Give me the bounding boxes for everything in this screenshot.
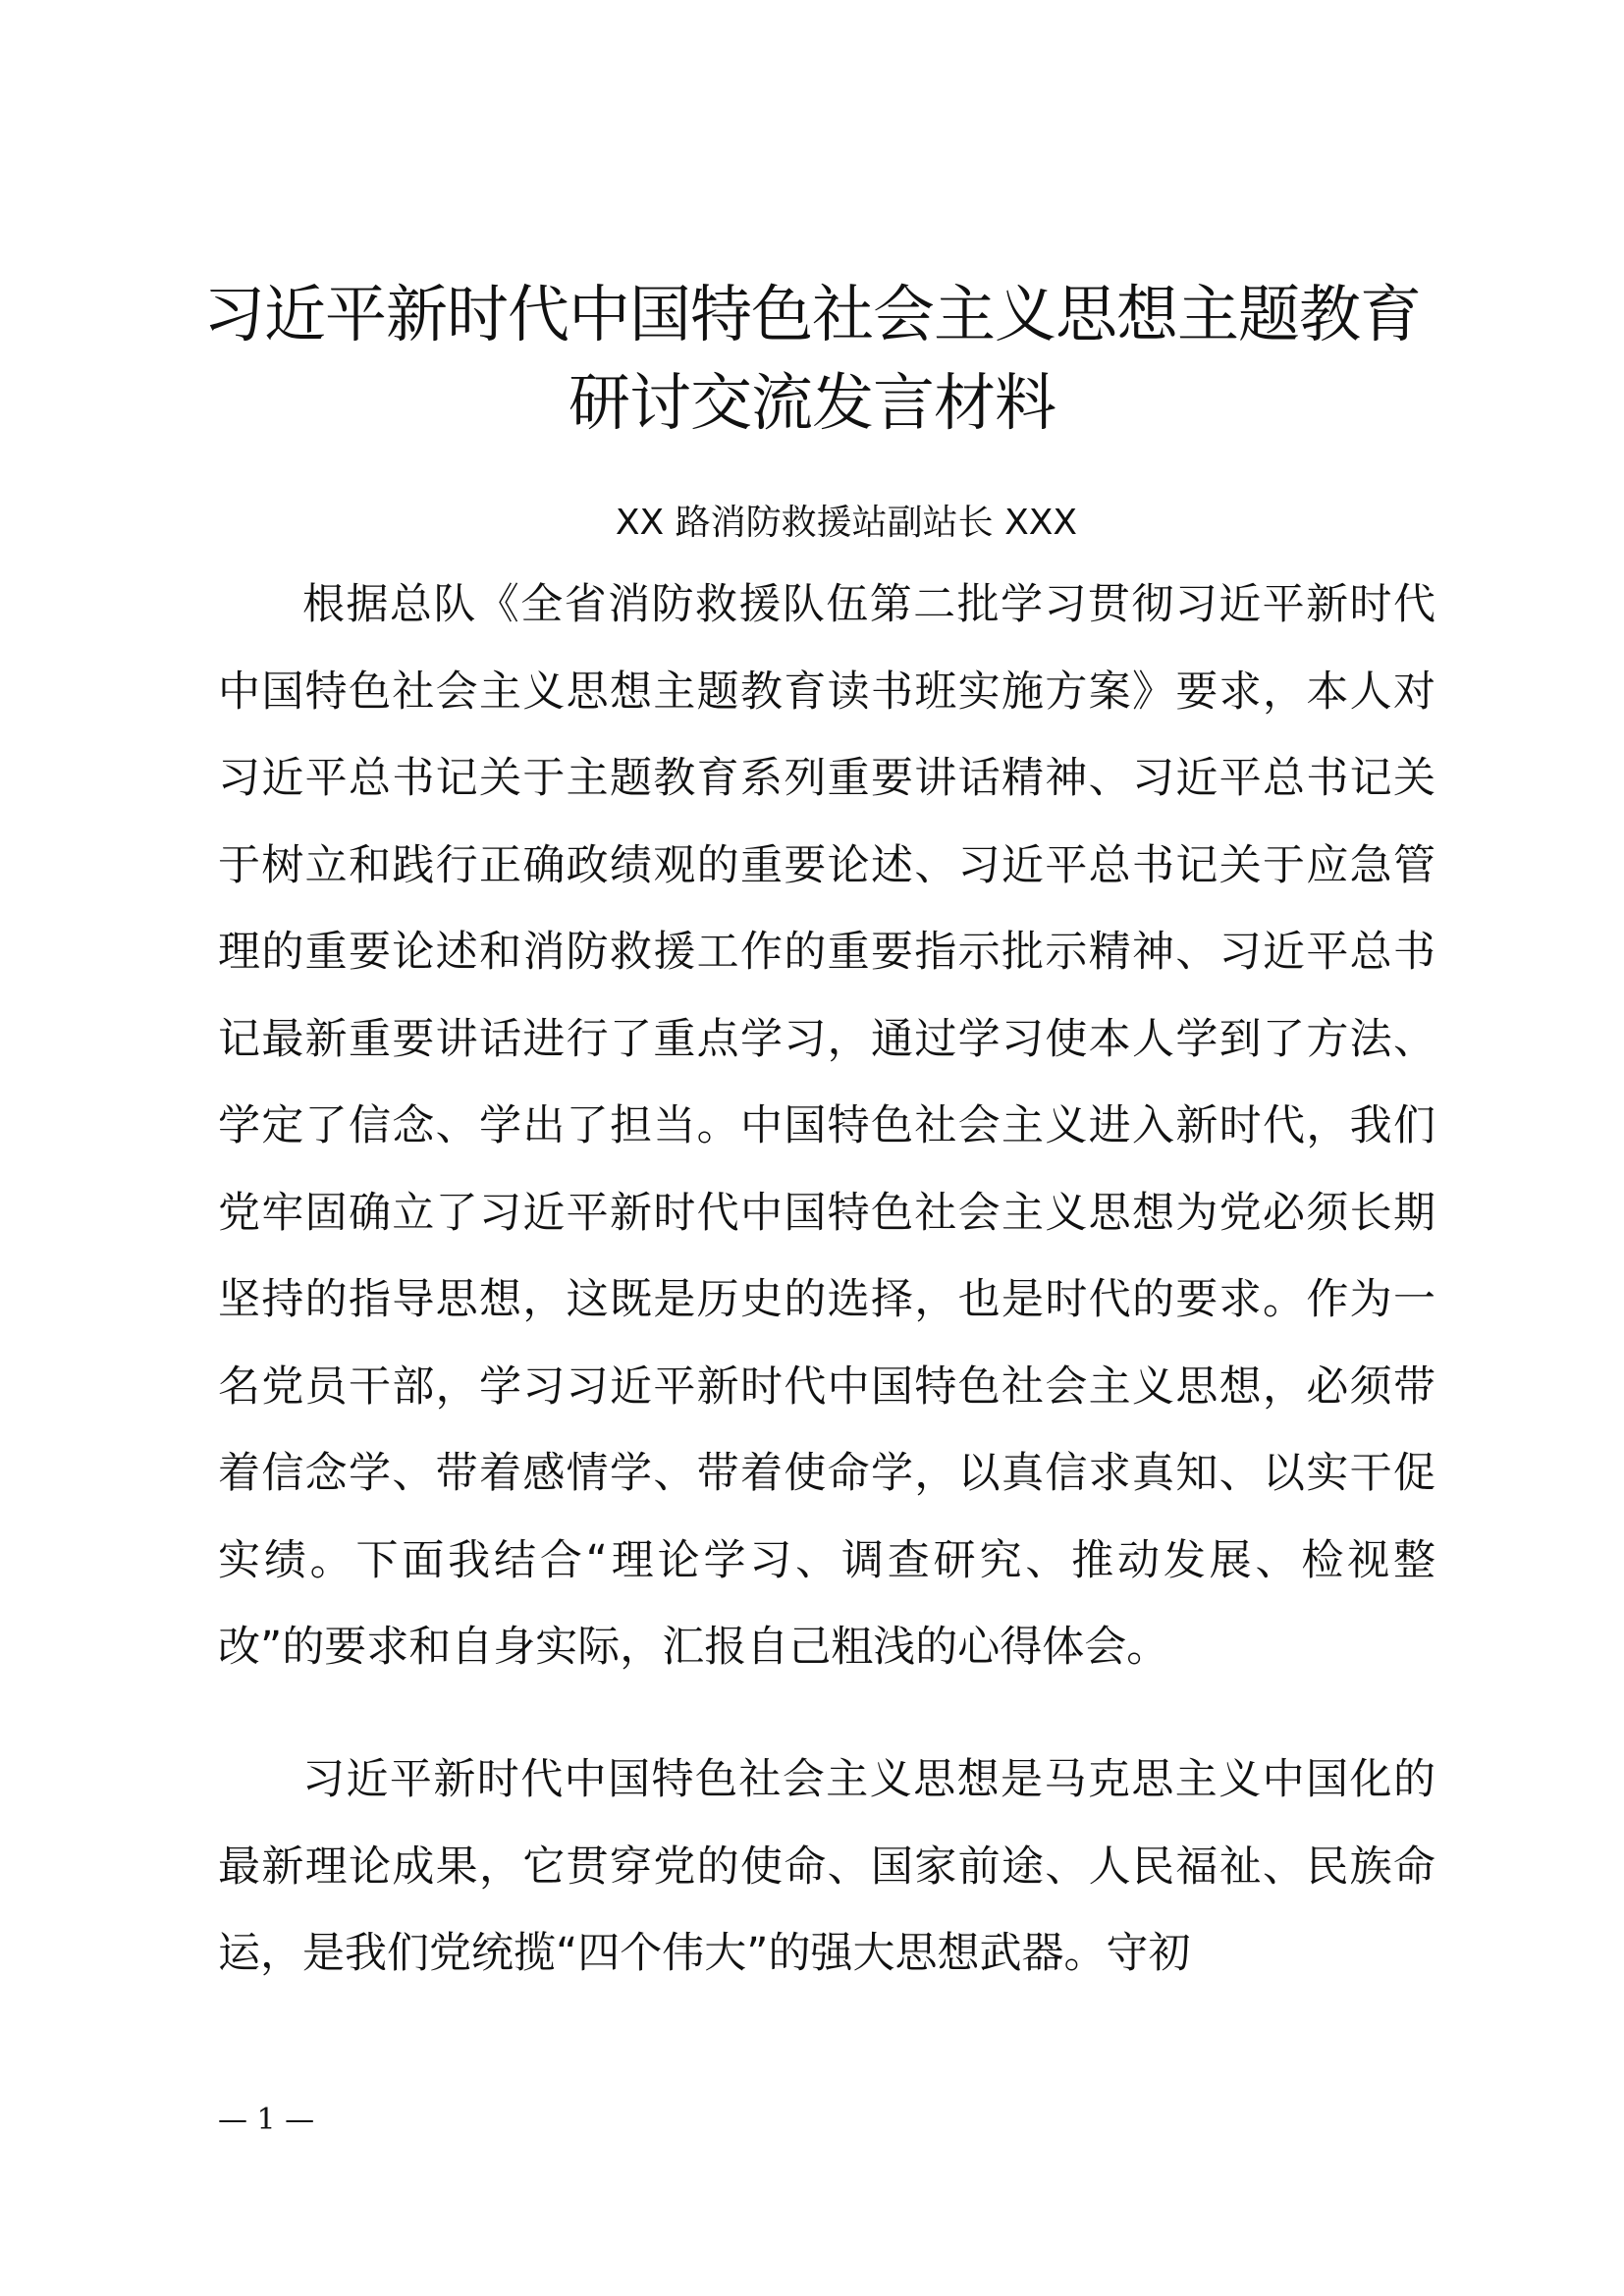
document-title-line-1: 习近平新时代中国特色社会主义思想主题教育: [203, 279, 1421, 350]
author-line: XX 路消防救援站副站长 XXX: [615, 503, 1078, 543]
body-paragraph-1: 根据总队《全省消防救援队伍第二批学习贯彻习近平新时代中国特色社会主义思想主题教育读书班实施方案》要求，本人对习近平总书记关于主题教育系列重要讲话精神、习近平总书记关于树立和践行正确政绩观的重要论述、习近平总书记关于应急管理的重要论述和消防救援工作的重要指示批示精神、习近平总书记最新重要讲话进行了重点学习，通过学习使本人学到了方法、学定了信念、学出了担当。中国特色社会主义进入新时代，我们党牢固确立了习近平新时代中国特色社会主义思想为党必须长期坚持的指导思想，这既是历史的选择，也是时代的要求。作为一名党员干部，学习习近平新时代中国特色社会主义思想，必须带着信念学、带着感情学、带着使命学，以真信求真知、以实干促实绩。下面我结合“理论学习、调查研究、推动发展、检视整改”的要求和自身实际，汇报自己粗浅的心得体会。: [218, 580, 1435, 1672]
document-title-line-2: 研讨交流发言材料: [568, 367, 1056, 439]
page-number: — 1 —: [218, 2103, 315, 2137]
body-paragraph-2: 习近平新时代中国特色社会主义思想是马克思主义中国化的最新理论成果，它贯穿党的使命、国家前途、人民福祉、民族命运，是我们党统揽“四个伟大”的强大思想武器。守初: [218, 1755, 1435, 1978]
